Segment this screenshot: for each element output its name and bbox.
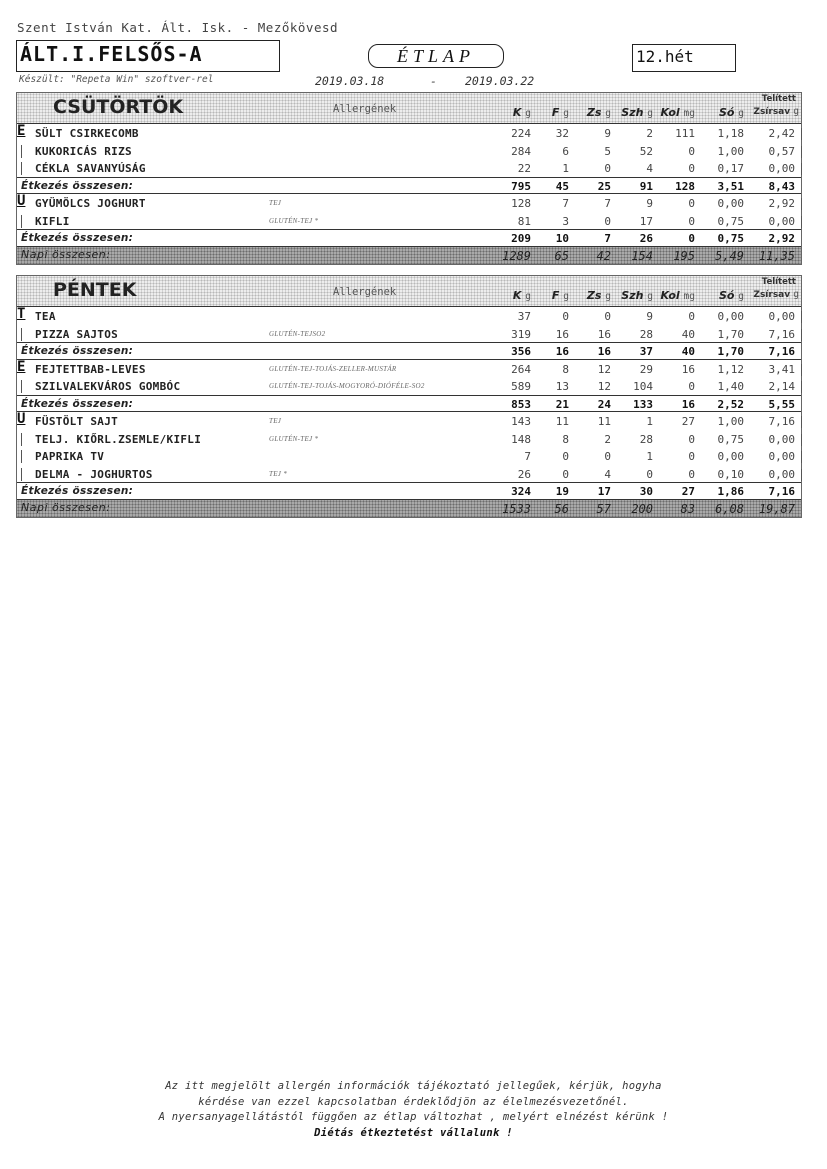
dish-allergens: GLUTÉN-TEJ-TOJÁS-MOGYORÓ-DIÓFÉLE-SO2 [269, 382, 425, 390]
dish-kg: 81 [517, 214, 531, 228]
row-left-bar [21, 162, 22, 175]
meal-total-f: 16 [555, 345, 569, 358]
row-right-bar [801, 128, 802, 140]
daily-total-row [17, 500, 801, 517]
meal-total-zs: 25 [597, 179, 611, 193]
meal-total-row [17, 229, 801, 247]
dish-tz: 2,92 [768, 197, 795, 210]
day-name: CSÜTÖRTÖK [53, 96, 184, 118]
dish-name: SZILVALEKVÁROS GOMBÓC [35, 380, 181, 393]
table-row [17, 360, 801, 378]
dish-allergens: GLUTÉN-TEJSO2 [269, 329, 326, 338]
meal-code: U [17, 193, 26, 209]
dish-kg: 128 [511, 197, 531, 210]
meal-total-f: 21 [555, 397, 569, 411]
date-separator: - [430, 74, 437, 88]
meal-total-so: 2,52 [717, 397, 744, 411]
dish-f: 0 [562, 310, 569, 323]
row-right-bar [801, 416, 802, 428]
dish-so: 0,17 [717, 162, 744, 175]
dish-kol: 0 [688, 214, 695, 228]
footer-line-2: kérdése van ezzel kapcsolatban érdeklődjön az élelmezésvezetőnél. [198, 1096, 629, 1108]
dish-szh: 0 [646, 467, 653, 481]
dish-kg: 7 [524, 450, 531, 463]
meal-total-kg: 795 [511, 179, 531, 193]
column-header-saturated-top: Telített [761, 94, 796, 104]
meal-total-szh: 26 [639, 232, 653, 245]
dish-kol: 111 [675, 127, 695, 140]
dish-allergens: TEJ [269, 417, 282, 425]
table-row [17, 159, 801, 177]
meal-total-szh: 91 [639, 179, 653, 193]
dish-kol: 40 [681, 327, 695, 341]
dish-name: PAPRIKA TV [35, 450, 105, 463]
column-header-tz-label: Zsírsav [753, 107, 791, 117]
meal-total-tz: 8,43 [768, 179, 795, 193]
meal-total-kg: 356 [511, 345, 531, 358]
dish-f: 3 [562, 214, 569, 228]
allergens-header: Allergének [333, 286, 397, 298]
dish-szh: 9 [646, 197, 653, 210]
dish-zs: 12 [597, 380, 611, 393]
dish-zs: 9 [604, 127, 611, 140]
meal-total-row [17, 395, 801, 413]
dish-so: 0,75 [717, 214, 744, 228]
meal-total-label: Étkezés összesen: [21, 485, 134, 497]
dish-tz: 0,00 [768, 432, 795, 446]
column-header-kg-unit: g [525, 108, 531, 119]
row-right-bar [801, 311, 802, 323]
day-section [16, 275, 802, 518]
dish-name: KIFLI [35, 214, 70, 228]
column-header-zs-unit: g [605, 108, 611, 119]
row-right-bar [801, 198, 802, 210]
table-row [17, 447, 801, 465]
day-name: PÉNTEK [53, 279, 137, 301]
meal-total-tz: 7,16 [768, 345, 795, 358]
meal-total-row [17, 482, 801, 500]
daily-total-zs: 42 [596, 248, 611, 263]
meal-total-tz: 2,92 [768, 232, 795, 245]
column-header-zs [587, 289, 611, 302]
dish-zs: 12 [597, 362, 611, 376]
dish-tz: 0,00 [768, 214, 795, 228]
row-left-bar [21, 328, 22, 341]
dish-kg: 37 [517, 310, 531, 323]
dish-zs: 11 [597, 415, 611, 428]
dish-kg: 319 [511, 327, 531, 341]
row-left-bar [21, 215, 22, 228]
dish-f: 32 [555, 127, 569, 140]
row-right-bar [801, 146, 802, 158]
daily-total-so: 6,08 [715, 501, 744, 516]
meal-total-so: 0,75 [717, 232, 744, 245]
column-header-zs-label: Zs [586, 289, 602, 302]
meal-code: U [17, 411, 26, 427]
meal-total-f: 19 [555, 485, 569, 498]
dish-kol: 16 [681, 362, 695, 376]
meal-total-kol: 27 [681, 485, 695, 498]
dish-tz: 2,42 [768, 127, 795, 140]
table-row [17, 212, 801, 230]
column-header-szh [621, 289, 653, 302]
meal-total-so: 1,70 [717, 345, 744, 358]
table-row [17, 194, 801, 212]
dish-szh: 9 [646, 310, 653, 323]
meal-total-kol: 16 [681, 397, 695, 411]
dish-so: 0,00 [717, 310, 744, 323]
column-header-tz-label: Zsírsav [753, 290, 791, 300]
column-header-zs-label: Zs [586, 106, 602, 119]
row-left-bar [21, 380, 22, 393]
meal-total-label: Étkezés összesen: [21, 397, 134, 410]
dish-tz: 2,14 [768, 380, 795, 393]
dish-szh: 52 [639, 144, 653, 158]
column-header-f-label: F [551, 106, 560, 119]
daily-total-f: 56 [554, 501, 569, 516]
meal-code: E [17, 358, 26, 375]
column-header-zs-unit: g [605, 291, 611, 302]
dish-szh: 1 [646, 415, 653, 428]
meal-total-label: Étkezés összesen: [21, 179, 134, 192]
row-right-bar [801, 216, 802, 228]
dish-name: PIZZA SAJTOS [35, 327, 119, 341]
column-header-so-label: Só [718, 289, 735, 302]
meal-total-row [17, 342, 801, 360]
meal-total-kol: 40 [681, 345, 695, 358]
column-header-tz-unit: g [793, 289, 799, 300]
row-right-bar [801, 364, 802, 376]
table-row [17, 307, 801, 325]
dish-name: SÜLT CSIRKECOMB [35, 127, 139, 140]
meal-total-kol: 128 [675, 179, 695, 193]
meal-total-kg: 209 [511, 232, 531, 245]
row-left-bar [21, 468, 22, 481]
dish-kol: 0 [688, 310, 695, 323]
column-header-tz [753, 289, 799, 300]
column-header-kol-unit: mg [683, 108, 695, 119]
row-right-bar [801, 469, 802, 481]
dish-szh: 104 [633, 380, 653, 393]
daily-total-tz: 19,87 [758, 501, 795, 516]
meal-total-zs: 7 [604, 232, 611, 245]
row-right-bar [801, 434, 802, 446]
dish-so: 0,10 [717, 467, 744, 481]
daily-total-kol: 195 [673, 248, 695, 263]
dish-f: 0 [562, 450, 569, 463]
dish-allergens: TEJ * [269, 469, 288, 478]
column-header-so-unit: g [738, 291, 744, 302]
table-row [17, 124, 801, 142]
date-to: 2019.03.22 [465, 74, 535, 88]
dish-so: 0,00 [717, 450, 744, 463]
row-right-bar [801, 381, 802, 393]
dish-f: 8 [562, 362, 569, 376]
column-header-kg [513, 106, 531, 119]
meal-total-f: 10 [555, 232, 569, 245]
dish-kg: 143 [511, 415, 531, 428]
allergens-header: Allergének [333, 103, 397, 115]
table-row [17, 465, 801, 483]
column-header-tz-unit: g [793, 106, 799, 117]
dish-f: 8 [562, 432, 569, 446]
meal-total-szh: 37 [639, 345, 653, 358]
dish-so: 1,12 [717, 362, 744, 376]
dish-so: 0,75 [717, 432, 744, 446]
class-name: ÁLT.I.FELSŐS-A [20, 42, 203, 66]
column-header-f-unit: g [563, 291, 569, 302]
column-header-f [552, 106, 569, 119]
meal-code: E [17, 123, 26, 139]
table-row [17, 377, 801, 395]
column-header-f [552, 289, 569, 302]
daily-total-kol: 83 [680, 501, 695, 516]
dish-kg: 284 [511, 144, 531, 158]
day-header [17, 93, 801, 124]
column-header-so [719, 106, 744, 119]
dish-szh: 28 [639, 327, 653, 341]
table-row [17, 142, 801, 160]
dish-kol: 0 [688, 432, 695, 446]
dish-tz: 0,00 [768, 467, 795, 481]
table-row [17, 430, 801, 448]
footer-line-1: Az itt megjelölt allergén információk tájékoztató jellegűek, kérjük, hogyha [165, 1080, 662, 1092]
dish-szh: 2 [646, 127, 653, 140]
column-header-kol [660, 106, 695, 119]
row-right-bar [801, 451, 802, 463]
dish-kg: 589 [511, 380, 531, 393]
dish-so: 1,00 [717, 144, 744, 158]
column-header-szh-unit: g [647, 291, 653, 302]
dish-name: KUKORICÁS RIZS [35, 144, 132, 158]
dish-tz: 7,16 [768, 415, 795, 428]
column-header-kg-label: K [512, 289, 522, 302]
dish-name: FEJTETTBAB-LEVES [35, 362, 146, 376]
dish-tz: 3,41 [768, 362, 795, 376]
meal-total-tz: 7,16 [768, 485, 795, 498]
dish-szh: 4 [646, 162, 653, 175]
daily-total-so: 5,49 [715, 248, 744, 263]
dish-zs: 0 [604, 162, 611, 175]
meal-total-row [17, 177, 801, 195]
column-header-kg [513, 289, 531, 302]
dish-f: 16 [555, 327, 569, 341]
dish-f: 13 [555, 380, 569, 393]
meal-code: T [17, 306, 26, 322]
dish-tz: 0,00 [768, 162, 795, 175]
meal-total-zs: 17 [597, 485, 611, 498]
dish-kol: 0 [688, 197, 695, 210]
dish-szh: 1 [646, 450, 653, 463]
dish-allergens: GLUTÉN-TEJ * [269, 216, 319, 225]
column-header-kg-unit: g [525, 291, 531, 302]
footer-line-4: Diétás étkeztetést vállalunk ! [314, 1127, 513, 1139]
footer-line-3: A nyersanyagellátástól függően az étlap változhat , melyért elnézést kérünk ! [158, 1111, 669, 1123]
meal-total-f: 45 [555, 179, 569, 193]
row-left-bar [21, 145, 22, 158]
dish-f: 1 [562, 162, 569, 175]
dish-kg: 26 [517, 467, 531, 481]
dish-zs: 0 [604, 310, 611, 323]
day-header [17, 276, 801, 307]
meal-total-label: Étkezés összesen: [21, 345, 134, 357]
dish-kol: 0 [688, 162, 695, 175]
row-right-bar [801, 329, 802, 341]
dish-f: 0 [562, 467, 569, 481]
daily-total-szh: 154 [631, 248, 653, 263]
daily-total-f: 65 [554, 248, 569, 263]
daily-total-row [17, 247, 801, 264]
dish-f: 11 [555, 415, 569, 428]
daily-total-tz: 11,35 [758, 248, 795, 263]
column-header-kol [660, 289, 695, 302]
column-header-saturated-top: Telített [761, 277, 796, 287]
column-header-so-label: Só [718, 106, 735, 119]
column-header-szh [621, 106, 653, 119]
dish-zs: 7 [604, 197, 611, 210]
column-header-f-label: F [551, 289, 560, 302]
meal-total-tz: 5,55 [768, 397, 795, 411]
meal-total-kg: 324 [511, 485, 531, 498]
dish-name: CÉKLA SAVANYÚSÁG [35, 162, 146, 175]
dish-kol: 0 [688, 380, 695, 393]
column-header-szh-label: Szh [621, 289, 644, 302]
table-row [17, 325, 801, 343]
dish-zs: 5 [604, 144, 611, 158]
dish-zs: 2 [604, 432, 611, 446]
dish-name: TELJ. KIŐRL.ZSEMLE/KIFLI [35, 432, 202, 446]
dish-so: 1,40 [717, 380, 744, 393]
dish-so: 1,70 [717, 327, 744, 341]
dish-kg: 224 [511, 127, 531, 140]
meal-total-kg: 853 [511, 397, 531, 411]
dish-kg: 264 [511, 362, 531, 376]
dish-szh: 28 [639, 432, 653, 446]
dish-name: FÜSTÖLT SAJT [35, 415, 119, 428]
row-left-bar [21, 433, 22, 446]
dish-allergens: TEJ [269, 199, 282, 207]
dish-name: GYÜMÖLCS JOGHURT [35, 197, 146, 210]
dish-so: 0,00 [717, 197, 744, 210]
dish-tz: 7,16 [768, 327, 795, 341]
daily-total-szh: 200 [631, 501, 653, 516]
date-from: 2019.03.18 [315, 74, 385, 88]
meal-total-szh: 30 [639, 485, 653, 498]
dish-zs: 0 [604, 450, 611, 463]
daily-total-kg: 1289 [502, 248, 531, 263]
meal-total-zs: 24 [597, 397, 611, 411]
dish-szh: 17 [639, 214, 653, 228]
dish-tz: 0,00 [768, 450, 795, 463]
dish-zs: 0 [604, 214, 611, 228]
day-section [16, 92, 802, 265]
column-header-szh-unit: g [647, 108, 653, 119]
dish-kol: 27 [681, 415, 695, 428]
dish-so: 1,00 [717, 415, 744, 428]
meal-total-zs: 16 [597, 345, 611, 358]
dish-allergens: GLUTÉN-TEJ-TOJÁS-ZELLER-MUSTÁR [269, 364, 397, 373]
dish-name: DELMA - JOGHURTOS [35, 467, 153, 481]
column-header-kol-unit: mg [683, 291, 695, 302]
column-header-kol-label: Kol [660, 106, 680, 119]
week-number: 12.hét [636, 47, 694, 66]
column-header-kg-label: K [512, 106, 522, 119]
daily-total-label: Napi összesen: [21, 247, 111, 261]
meal-total-label: Étkezés összesen: [21, 232, 134, 244]
dish-tz: 0,57 [768, 144, 795, 158]
dish-kol: 0 [688, 450, 695, 463]
row-right-bar [801, 163, 802, 175]
meal-total-so: 1,86 [717, 485, 744, 498]
column-header-so-unit: g [738, 108, 744, 119]
meal-total-kol: 0 [688, 232, 695, 245]
dish-szh: 29 [639, 362, 653, 376]
dish-name: TEA [35, 310, 56, 323]
dish-kol: 0 [688, 467, 695, 481]
row-left-bar [21, 450, 22, 463]
dish-zs: 16 [597, 327, 611, 341]
meal-total-so: 3,51 [717, 179, 744, 193]
daily-total-zs: 57 [596, 501, 611, 516]
column-header-szh-label: Szh [621, 106, 644, 119]
dish-so: 1,18 [717, 127, 744, 140]
dish-allergens: GLUTÉN-TEJ * [269, 434, 319, 443]
dish-f: 6 [562, 144, 569, 158]
dish-kol: 0 [688, 144, 695, 158]
dish-zs: 4 [604, 467, 611, 481]
software-note: Készült: "Repeta Win" szoftver-rel [19, 74, 214, 85]
dish-kg: 148 [511, 432, 531, 446]
column-header-so [719, 289, 744, 302]
column-header-tz [753, 106, 799, 117]
column-header-f-unit: g [563, 108, 569, 119]
meal-total-szh: 133 [633, 397, 653, 411]
table-row [17, 412, 801, 430]
school-name: Szent István Kat. Ált. Isk. - Mezőkövesd [17, 20, 339, 35]
page-title: ÉTLAP [396, 46, 475, 66]
column-header-kol-label: Kol [660, 289, 680, 302]
daily-total-label: Napi összesen: [21, 500, 111, 514]
daily-total-kg: 1533 [502, 501, 531, 516]
dish-f: 7 [562, 197, 569, 210]
dish-tz: 0,00 [768, 310, 795, 323]
dish-kg: 22 [517, 162, 531, 175]
column-header-zs [587, 106, 611, 119]
